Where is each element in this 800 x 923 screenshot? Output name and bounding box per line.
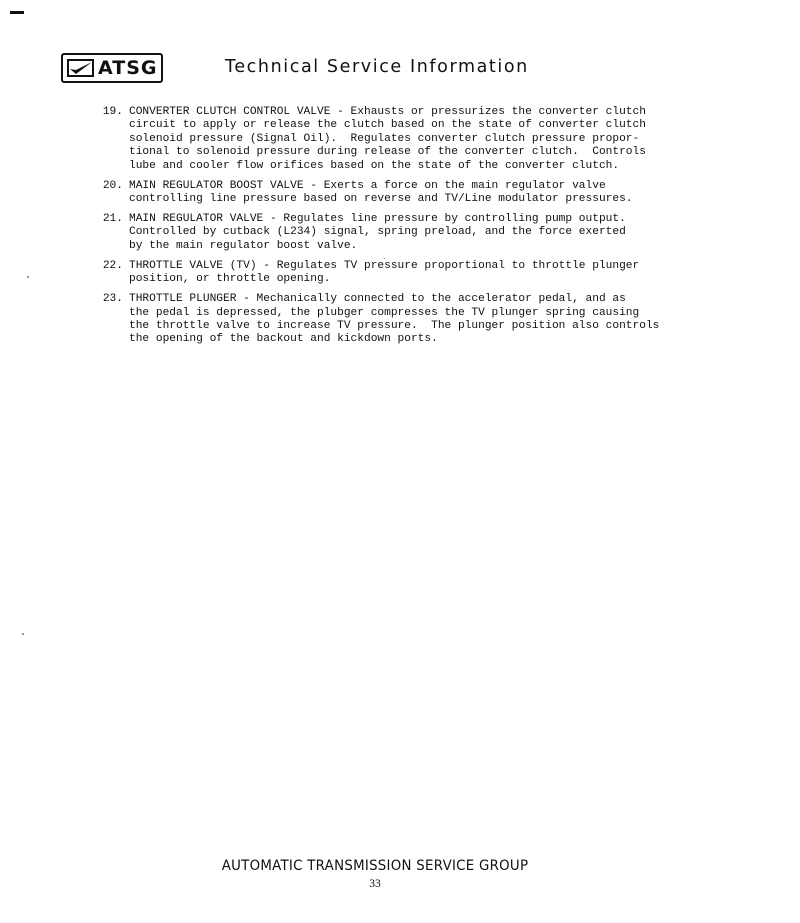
item-text-line: circuit to apply or release the clutch based on the state of converter clutch [129, 119, 646, 132]
item-text-line: by the main regulator boost valve. [129, 239, 358, 252]
item-text-line: controlling line pressure based on reverse and TV/Line modulator pressures. [129, 193, 633, 206]
item-text [129, 106, 700, 173]
item-text [129, 180, 700, 207]
item-number: 20. [102, 179, 123, 192]
item-text [129, 213, 700, 253]
item-text-line: the opening of the backout and kickdown ports. [129, 333, 438, 346]
item-text [129, 260, 700, 287]
item-text [129, 293, 700, 347]
list-item [100, 260, 700, 287]
item-number: 19. [102, 106, 123, 118]
item-text-line: position, or throttle opening. [129, 273, 331, 286]
list-item [100, 213, 700, 253]
item-text-line: Controlled by cutback (L234) signal, spring preload, and the force exerted [129, 226, 626, 239]
valve-description-list [100, 106, 700, 353]
list-item [100, 293, 700, 347]
page-title: Technical Service Information [225, 57, 529, 77]
item-text-line: MAIN REGULATOR BOOST VALVE - Exerts a force on the main regulator valve [129, 179, 606, 192]
item-text-line: THROTTLE PLUNGER - Mechanically connected to the accelerator pedal, and as [129, 293, 626, 306]
item-text-line: CONVERTER CLUTCH CONTROL VALVE - Exhausts or pressurizes the converter clutch [129, 106, 646, 118]
item-text-line: the throttle valve to increase TV pressure. The plunger position also controls [129, 320, 660, 333]
item-text-line: THROTTLE VALVE (TV) - Regulates TV pressure proportional to throttle plunger [129, 259, 640, 272]
item-text-line: solenoid pressure (Signal Oil). Regulates converter clutch pressure propor- [129, 132, 640, 145]
scan-speck [22, 633, 24, 635]
item-number: 21. [102, 213, 123, 226]
checkmark-flag-icon [67, 58, 95, 78]
atsg-logo [61, 53, 163, 83]
item-number: 22. [102, 259, 123, 272]
item-number: 23. [102, 293, 123, 306]
page-number: 33 [369, 878, 381, 890]
item-text-line: lube and cooler flow orifices based on the state of the converter clutch. [129, 159, 620, 172]
scan-speck [384, 258, 385, 259]
footer-group-name: AUTOMATIC TRANSMISSION SERVICE GROUP [221, 858, 529, 874]
list-item [100, 180, 700, 207]
item-text-line: MAIN REGULATOR VALVE - Regulates line pressure by controlling pump output. [129, 213, 626, 226]
logo-text: ATSG [98, 56, 158, 79]
list-item [100, 106, 700, 173]
item-text-line: tional to solenoid pressure during release of the converter clutch. Controls [129, 146, 646, 159]
corner-registration-mark [10, 11, 24, 14]
item-text-line: the pedal is depressed, the plubger compresses the TV plunger spring causing [129, 306, 640, 319]
scan-speck [27, 276, 29, 278]
